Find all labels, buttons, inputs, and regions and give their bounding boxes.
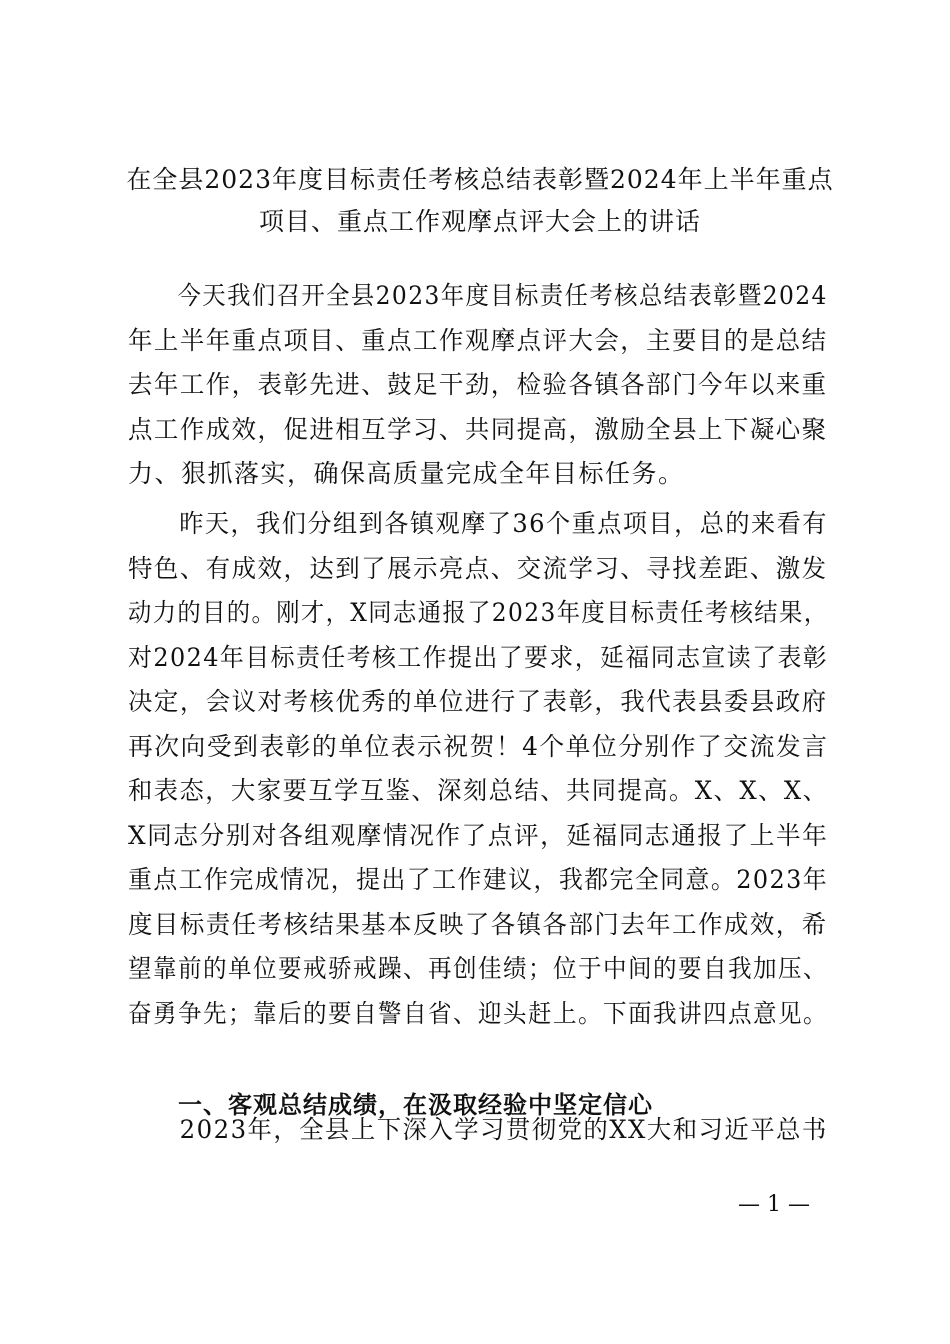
paragraph-line: 重点工作完成情况，提出了工作建议，我都完全同意。2023年 [128, 865, 829, 894]
page-number: — 1 — [738, 1192, 810, 1217]
paragraph-line: 点工作成效，促进相互学习、共同提高，激励全县上下凝心聚 [128, 414, 828, 444]
paragraph-section-one [128, 1108, 828, 1153]
paragraph-line: X同志分别对各组观摩情况作了点评，延福同志通报了上半年 [128, 820, 829, 850]
paragraph-line: 年上半年重点项目、重点工作观摩点评大会，主要目的是总结 [128, 325, 828, 355]
paragraph-line: 昨天，我们分组到各镇观摩了36个重点项目，总的来看有 [128, 509, 828, 538]
paragraph-line: 奋勇争先；靠后的要自警自省、迎头赶上。下面我讲四点意见。 [128, 998, 829, 1028]
document-title-line-2: 项目、重点工作观摩点评大会上的讲话 [258, 207, 701, 236]
document-title-line-1: 在全县2023年度目标责任考核总结表彰暨2024年上半年重点 [126, 165, 834, 194]
paragraph-line: 动力的目的。刚才，X同志通报了2023年度目标责任考核结果， [128, 598, 829, 627]
paragraph-line: 今天我们召开全县2023年度目标责任考核总结表彰暨2024 [128, 281, 828, 310]
paragraph-review [128, 502, 828, 1036]
paragraph-line: 特色、有成效，达到了展示亮点、交流学习、寻找差距、激发 [128, 553, 828, 583]
paragraph-line: 2023年，全县上下深入学习贯彻党的XX大和习近平总书 [128, 1115, 828, 1144]
paragraph-line: 和表态，大家要互学互鉴、深刻总结、共同提高。X、X、X、 [128, 776, 829, 805]
paragraph-line: 力、狠抓落实，确保高质量完成全年目标任务。 [128, 459, 685, 488]
paragraph-line: 决定，会议对考核优秀的单位进行了表彰，我代表县委县政府 [128, 687, 828, 716]
paragraph-opening [128, 274, 828, 497]
paragraph-line: 去年工作，表彰先进、鼓足干劲，检验各镇各部门今年以来重 [128, 370, 828, 399]
paragraph-line: 再次向受到表彰的单位表示祝贺！4个单位分别作了交流发言 [128, 731, 829, 761]
paragraph-line: 对2024年目标责任考核工作提出了要求，延福同志宣读了表彰 [128, 642, 829, 672]
paragraph-line: 望靠前的单位要戒骄戒躁、再创佳绩；位于中间的要自我加压、 [128, 954, 829, 983]
paragraph-line: 度目标责任考核结果基本反映了各镇各部门去年工作成效，希 [128, 909, 828, 939]
section-heading: 一、客观总结成绩，在汲取经验中坚定信心 [178, 1091, 653, 1119]
